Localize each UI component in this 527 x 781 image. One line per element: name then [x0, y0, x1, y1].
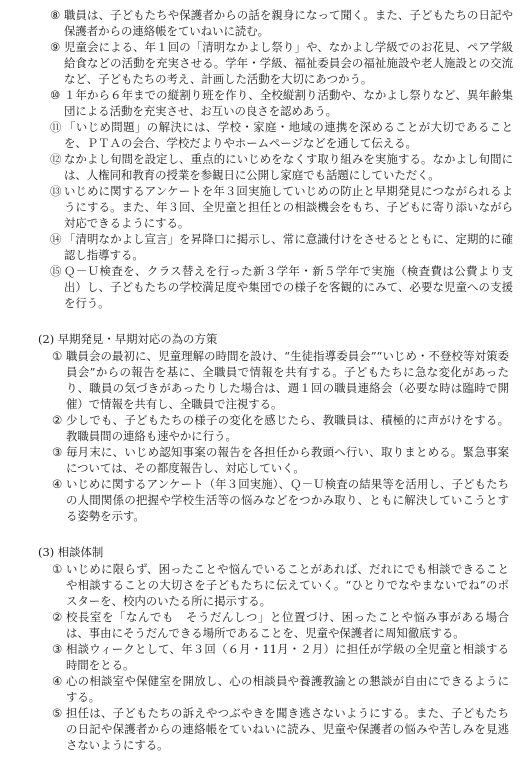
item-number: ③ — [52, 445, 63, 459]
list-item — [52, 561, 509, 609]
list-item — [52, 705, 509, 753]
item-text: いじめに関するアンケートを年３回実施していじめの防止と早期発見につながられるようにする。また、年３回、全児童と担任との相談機会をもち、子どもに寄り添いながら対応できるようにする。 — [64, 184, 513, 230]
item-text: 校長室を「なんでも そうだんしつ」と位置づけ、困ったことや悩み事がある場合は、事由にそうだんできる場所であることを、児童や保護者に周知徹底する。 — [66, 610, 509, 640]
item-number: ④ — [52, 674, 63, 688]
list-item — [50, 183, 513, 231]
item-number: ② — [52, 413, 63, 427]
item-text: 少しでも、子どもたちの様子の変化を感じたら、教職員は、積極的に声がけをする。教職員間の連絡も速やかに行う。 — [66, 413, 509, 443]
item-number: ① — [52, 562, 63, 576]
item-number: ③ — [52, 642, 63, 656]
list-item — [50, 39, 513, 87]
section-2-heading: (2) 早期発見・早期対応の為の方策 — [38, 332, 218, 346]
item-text: 職員会の最初に、児童理解の時間を設け、“生徒指導委員会”“いじめ・不登校等対策委員会”からの報告を基に、全職員で情報を共有する。子どもたちに急な変化があったり、職員の気づきがあったりした場合は、週１回の職員連絡会（必要な時は臨時で開催）で情報を共有し、全職員で注視する。 — [66, 349, 509, 411]
item-text: 「いじめ問題」の解決には、学校・家庭・地域の連携を深めることが大切であることを、ＰＴＡの会合、学校だよりやホームページなどを通して伝える。 — [64, 120, 513, 150]
section-3-list — [52, 561, 509, 753]
item-text: Ｑ－Ｕ検査を、クラス替えを行った新３学年・新５学年で実施（検査費は公費より支出）し、子どもたちの学校満足度や集団での様子を客観的にみて、必要な児童への支援を行う。 — [64, 264, 513, 310]
item-number: ⑮ — [50, 264, 62, 278]
list-item — [50, 151, 513, 183]
item-number: ⑭ — [50, 232, 62, 246]
item-number: ⑩ — [50, 88, 61, 102]
list-item — [50, 7, 513, 39]
section-3-heading: (3) 相談体制 — [38, 545, 104, 559]
item-text: 毎月末に、いじめ認知事案の報告を各担任から教頭へ行い、取りまとめる。緊急事案については、その都度報告し、対応していく。 — [66, 445, 509, 475]
list-item — [52, 609, 509, 641]
item-text: 「清明なかよし宣言」を昇降口に掲示し、常に意識付けをさせるとともに、定期的に確認し指導する。 — [64, 232, 513, 262]
section-1-list — [50, 7, 513, 311]
item-text: いじめに関するアンケート（年３回実施）、Ｑ－Ｕ検査の結果等を活用し、子どもたちの人間関係の把握や学校生活等の悩みなどをつかみ取り、ともに解決していこうとする姿勢を示す。 — [66, 477, 509, 523]
item-text: 相談ウィークとして、年３回（６月・11月・２月）に担任が学級の全児童と相談する時間をとる。 — [66, 642, 509, 672]
item-number: ① — [52, 349, 63, 363]
item-text: １年から６年までの縦割り班を作り、全校縦割り活動や、なかよし祭りなど、異年齢集団による活動を充実させ、お互いの良さを認めあう。 — [64, 88, 513, 118]
item-text: 児童会による、年１回の「清明なかよし祭り」や、なかよし学級でのお花見、ペア学級給食などの活動を充実させる。学年・学級、福祉委員会の福祉施設や老人施設との交流など、子どもたちの考え、計画した活動を大切にあつかう。 — [64, 40, 513, 86]
list-item — [50, 231, 513, 263]
item-number: ⑧ — [50, 8, 61, 22]
item-number: ⑨ — [50, 40, 61, 54]
list-item — [50, 119, 513, 151]
list-item — [52, 641, 509, 673]
list-item — [52, 444, 509, 476]
item-text: いじめに限らず、困ったことや悩んでいることがあれば、だれにでも相談できることや相談することの大切さを子どもたちに伝えていく。“ひとりでなやまないでね”のポスターを、校内のいたる所に掲示する。 — [66, 562, 509, 608]
list-item — [52, 673, 509, 705]
item-text: 担任は、子どもたちの訴えやつぶやきを聞き逃さないようにする。また、子どもたちの日記や保護者からの連絡帳をていねいに読み、児童や保護者の悩みや苦しみを見逃さないようにする。 — [66, 706, 509, 752]
item-number: ④ — [52, 477, 63, 491]
item-number: ⑤ — [52, 706, 63, 720]
list-item — [52, 348, 509, 412]
item-text: 心の相談室や保健室を開放し、心の相談員や養護教諭との懇談が自由にできるようにする。 — [66, 674, 509, 704]
item-number: ⑫ — [50, 152, 62, 166]
item-number: ⑬ — [50, 184, 62, 198]
item-text: なかよし旬間を設定し、重点的にいじめをなくす取り組みを実施する。なかよし旬間には、人権同和教育の授業を参観日に公開し家庭でも話題にしていただく。 — [64, 152, 513, 182]
item-number: ⑪ — [50, 120, 62, 134]
list-item — [50, 87, 513, 119]
section-2-list — [52, 348, 509, 524]
list-item — [50, 263, 513, 311]
item-number: ② — [52, 610, 63, 624]
item-text: 職員は、子どもたちや保護者からの話を親身になって聞く。また、子どもたちの日記や保護者からの連絡帳をていねいに読む。 — [64, 8, 513, 38]
list-item — [52, 412, 509, 444]
list-item — [52, 476, 509, 524]
